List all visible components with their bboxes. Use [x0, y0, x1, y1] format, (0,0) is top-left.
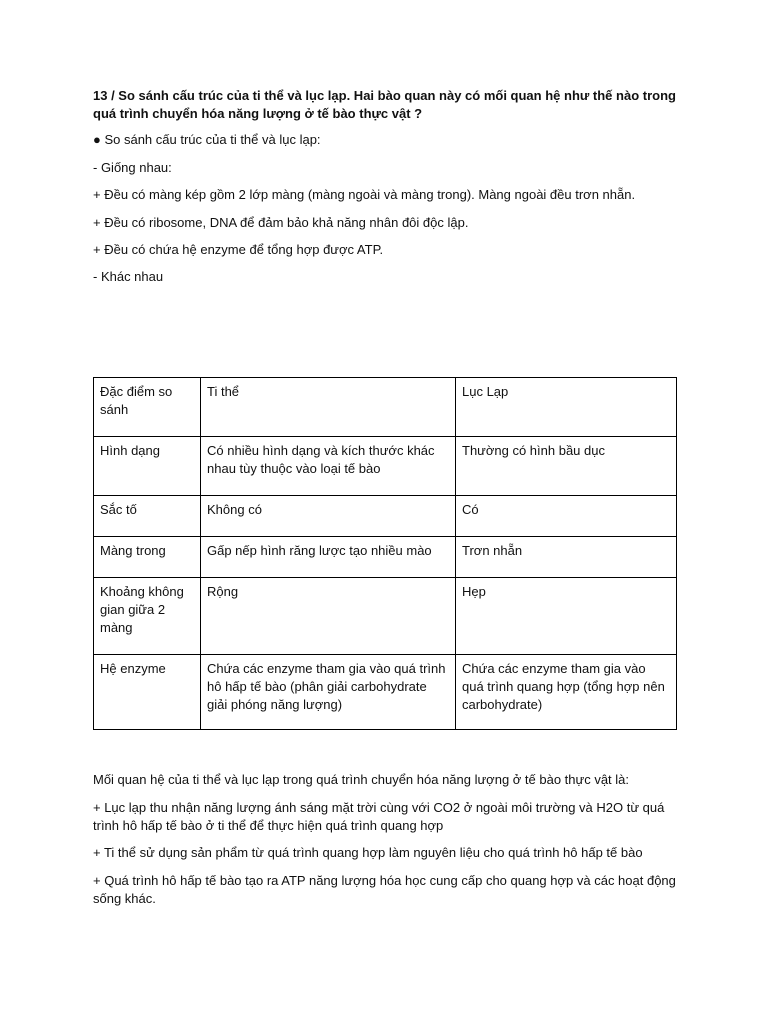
question-heading: 13 / So sánh cấu trúc của ti thể và lục lạp. Hai bào quan này có mối quan hệ như thế nào trong quá trình chuyển hóa năng lượng ở tế bào thực vật ? — [93, 88, 676, 121]
relationship-heading: Mối quan hệ của ti thể và lục lạp trong quá trình chuyển hóa năng lượng ở tế bào thực vật là: — [93, 772, 630, 787]
table-row — [94, 655, 677, 730]
table-cell: Hệ enzyme — [94, 655, 201, 730]
relationship-item: + Quá trình hô hấp tế bào tạo ra ATP năng lượng hóa học cung cấp cho quang hợp và các hoạt động sống khác. — [93, 873, 676, 906]
table-cell: Không có — [201, 496, 456, 537]
comparison-heading: ● So sánh cấu trúc của ti thể và lục lạp: — [93, 132, 321, 147]
table-header-row — [94, 378, 677, 437]
table-cell: Thường có hình bầu dục — [456, 437, 677, 496]
table-header-cell: Đặc điểm so sánh — [94, 378, 201, 437]
similarity-item: + Đều có màng kép gồm 2 lớp màng (màng ngoài và màng trong). Màng ngoài đều trơn nhẵn. — [93, 187, 636, 202]
table-row — [94, 496, 677, 537]
table-cell: Hình dạng — [94, 437, 201, 496]
table-row — [94, 437, 677, 496]
table-cell: Khoảng không gian giữa 2 màng — [94, 578, 201, 655]
table-cell: Màng trong — [94, 537, 201, 578]
differences-heading: - Khác nhau — [93, 269, 164, 284]
relationship-item: + Lục lạp thu nhận năng lượng ánh sáng mặt trời cùng với CO2 ở ngoài môi trường và H2O từ quá trình hô hấp tế bào ở ti thể để thực hiện quá trình quang hợp — [93, 800, 665, 833]
table-cell: Chứa các enzyme tham gia vào quá trình quang hợp (tổng hợp nên carbohydrate) — [456, 655, 677, 730]
similarity-item: + Đều có chứa hệ enzyme để tổng hợp được ATP. — [93, 242, 384, 257]
relationship-item: + Ti thể sử dụng sản phẩm từ quá trình quang hợp làm nguyên liệu cho quá trình hô hấp tế bào — [93, 845, 643, 860]
table-cell: Sắc tố — [94, 496, 201, 537]
table-cell: Hẹp — [456, 578, 677, 655]
table-cell: Rộng — [201, 578, 456, 655]
table-row — [94, 578, 677, 655]
table-cell: Chứa các enzyme tham gia vào quá trình hô hấp tế bào (phân giải carbohydrate giải phóng năng lượng) — [201, 655, 456, 730]
table-cell: Gấp nếp hình răng lược tạo nhiều mào — [201, 537, 456, 578]
table-header-cell: Ti thể — [201, 378, 456, 437]
similarities-heading: - Giống nhau: — [93, 160, 172, 175]
comparison-table — [93, 377, 677, 730]
table-cell: Có — [456, 496, 677, 537]
table-row — [94, 537, 677, 578]
table-header-cell: Lục Lạp — [456, 378, 677, 437]
table-cell: Trơn nhẵn — [456, 537, 677, 578]
table-cell: Có nhiều hình dạng và kích thước khác nhau tùy thuộc vào loại tế bào — [201, 437, 456, 496]
similarity-item: + Đều có ribosome, DNA để đảm bảo khả năng nhân đôi độc lập. — [93, 215, 469, 230]
